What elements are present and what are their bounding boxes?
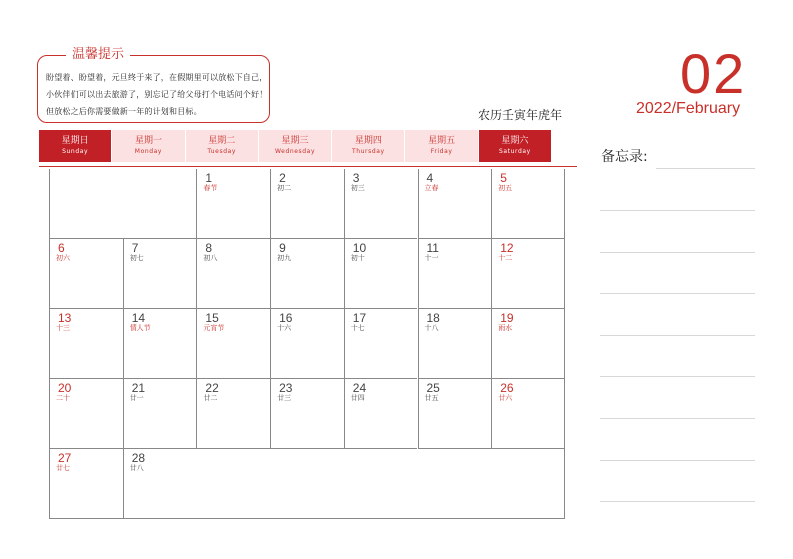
day-number: 16 — [279, 311, 293, 325]
weekday-cn: 星期日 — [61, 136, 89, 146]
day-lunar: 初六 — [56, 254, 70, 262]
day-cell[interactable] — [49, 379, 123, 449]
memo-line — [600, 335, 755, 336]
day-cell[interactable] — [344, 169, 418, 239]
weekday-en: Saturday — [499, 148, 531, 155]
day-cell[interactable] — [270, 309, 344, 379]
day-cell[interactable] — [196, 309, 270, 379]
weekday-wednesday — [259, 130, 332, 162]
weekday-cn: 星期二 — [208, 136, 236, 146]
day-cell[interactable] — [123, 379, 197, 449]
memo-line — [600, 210, 755, 211]
day-number: 5 — [500, 171, 507, 185]
day-cell[interactable] — [196, 169, 270, 239]
day-lunar: 二十 — [56, 394, 70, 402]
weekday-thursday — [332, 130, 405, 162]
day-number: 11 — [426, 241, 439, 255]
day-lunar: 十七 — [350, 324, 365, 332]
weekday-friday — [405, 130, 478, 162]
weekday-cn: 星期五 — [428, 136, 456, 146]
weekday-cn: 星期六 — [501, 136, 529, 146]
day-number: 24 — [352, 381, 367, 395]
day-cell[interactable] — [123, 309, 197, 379]
weekday-sunday — [39, 130, 112, 162]
day-number: 8 — [205, 241, 213, 255]
weekday-en: Wednesday — [274, 148, 316, 155]
tips-text: 盼望着、盼望着，元旦终于来了，在假期里可以放松下自己，小伙伴们可以出去旅游了，别忘记了给父母打个电话问个好！但放松之后你需要做新一年的计划和目标。 — [46, 73, 268, 116]
day-lunar: 廿五 — [424, 394, 439, 402]
day-cell[interactable] — [123, 449, 197, 519]
day-number: 22 — [205, 381, 219, 395]
weekday-saturday — [479, 130, 552, 162]
day-lunar: 立春 — [424, 184, 439, 192]
memo-line — [600, 418, 755, 419]
day-number: 6 — [58, 241, 65, 255]
weekday-en: Monday — [134, 148, 163, 155]
day-lunar: 初七 — [129, 254, 144, 262]
day-number: 15 — [205, 311, 219, 325]
day-lunar: 初三 — [350, 184, 365, 192]
day-number: 21 — [131, 381, 146, 395]
day-lunar: 廿三 — [277, 394, 292, 402]
day-number: 1 — [205, 171, 213, 185]
month-name: 2022/February — [636, 100, 741, 117]
day-cell[interactable] — [491, 309, 565, 379]
day-lunar: 十二 — [498, 254, 513, 262]
memo-label: 备忘录: — [601, 149, 648, 165]
day-number: 12 — [500, 241, 514, 255]
day-lunar: 元宵节 — [203, 324, 225, 332]
day-cell[interactable] — [49, 239, 123, 309]
weekday-en: Sunday — [62, 148, 89, 155]
day-lunar: 廿六 — [498, 394, 513, 402]
day-number: 9 — [279, 241, 286, 255]
day-number: 2 — [279, 171, 286, 185]
day-lunar: 廿二 — [203, 394, 218, 402]
day-lunar: 春节 — [203, 184, 218, 192]
memo-line — [600, 293, 755, 294]
day-lunar: 十八 — [424, 324, 439, 332]
weekday-header — [39, 130, 577, 162]
day-number: 10 — [352, 241, 367, 255]
day-number: 17 — [352, 311, 367, 325]
day-number: 7 — [131, 241, 139, 255]
day-lunar: 初十 — [350, 254, 365, 262]
weekday-cn: 星期四 — [354, 136, 382, 146]
day-cell[interactable] — [418, 239, 492, 309]
day-cell[interactable] — [344, 309, 418, 379]
weekday-monday — [112, 130, 185, 162]
day-number: 19 — [500, 311, 514, 325]
memo-line — [600, 501, 755, 502]
memo-line — [656, 168, 755, 169]
day-number: 3 — [352, 171, 360, 185]
day-lunar: 初九 — [277, 254, 292, 262]
month-number: 02 — [680, 42, 747, 105]
day-lunar: 廿七 — [56, 464, 70, 472]
weekday-cn: 星期一 — [134, 136, 162, 146]
memo-line — [600, 252, 755, 253]
day-lunar: 十三 — [56, 324, 70, 332]
day-cell[interactable] — [344, 379, 418, 449]
day-number: 26 — [500, 381, 514, 395]
weekday-cn: 星期三 — [281, 136, 309, 146]
day-cell[interactable] — [196, 239, 270, 309]
day-cell[interactable] — [491, 379, 565, 449]
weekday-en: Friday — [430, 148, 453, 155]
day-cell[interactable] — [270, 169, 344, 239]
day-cell[interactable] — [491, 239, 565, 309]
day-lunar: 初二 — [277, 184, 292, 192]
day-cell[interactable] — [344, 239, 418, 309]
day-cell[interactable] — [49, 449, 123, 519]
day-lunar: 廿八 — [129, 464, 144, 472]
empty-cells — [49, 169, 196, 239]
day-lunar: 雨水 — [498, 324, 513, 332]
day-lunar: 初八 — [203, 254, 218, 262]
day-number: 18 — [426, 311, 440, 325]
day-cell[interactable] — [491, 169, 565, 239]
day-lunar: 初五 — [498, 184, 513, 192]
header-divider — [39, 166, 577, 167]
memo-line — [600, 376, 755, 377]
day-cell[interactable] — [418, 309, 492, 379]
tips-title: 温馨提示 — [66, 47, 130, 63]
grid-right-line — [564, 449, 565, 519]
day-cell[interactable] — [270, 239, 344, 309]
grid-bottom-line — [196, 518, 565, 519]
day-lunar: 廿一 — [129, 394, 144, 402]
day-lunar: 廿四 — [350, 394, 365, 402]
day-number: 20 — [58, 381, 72, 395]
day-number: 14 — [131, 311, 146, 325]
weekday-en: Thursday — [351, 148, 385, 155]
day-cell[interactable] — [123, 239, 197, 309]
day-number: 13 — [58, 311, 72, 325]
lunar-year: 农历壬寅年虎年 — [478, 108, 563, 122]
day-cell[interactable] — [418, 379, 492, 449]
day-cell[interactable] — [270, 379, 344, 449]
calendar-grid — [49, 169, 565, 519]
day-cell[interactable] — [196, 379, 270, 449]
day-number: 28 — [131, 451, 146, 465]
day-lunar: 情人节 — [129, 324, 151, 332]
tips-box — [37, 47, 270, 123]
memo-line — [600, 460, 755, 461]
weekday-en: Tuesday — [207, 148, 237, 155]
weekday-tuesday — [186, 130, 259, 162]
day-number: 25 — [426, 381, 440, 395]
day-number: 27 — [58, 451, 72, 465]
day-number: 23 — [279, 381, 293, 395]
day-number: 4 — [426, 171, 434, 185]
day-cell[interactable] — [49, 309, 123, 379]
day-cell[interactable] — [418, 169, 492, 239]
day-lunar: 十一 — [424, 254, 439, 262]
day-lunar: 十六 — [277, 324, 292, 332]
